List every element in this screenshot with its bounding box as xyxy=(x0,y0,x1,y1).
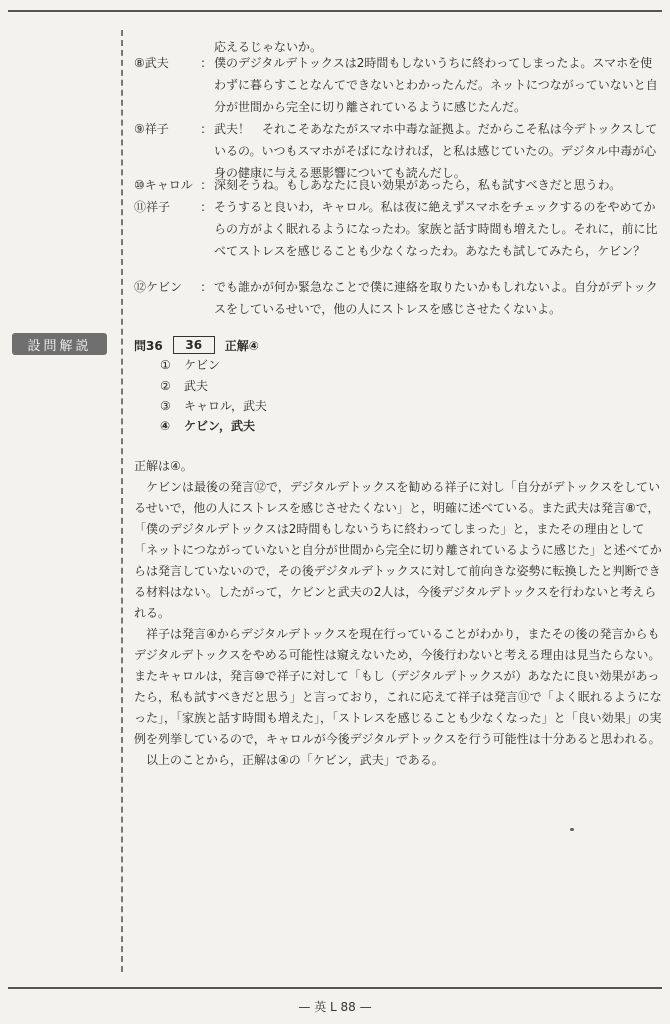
answer-label: 正解④ xyxy=(224,338,259,353)
dialogue-line: ⑪祥子 : そうすると良いわ，キャロル。私は夜に絶えずスマホをチェックするのをやめてからの方がよく眠れるようになったわ。家族と話す時間も増えたし。それに，前に比べてストレスを感じることも少なくなったわ。あなたも試してみたら，ケビン？ xyxy=(134,196,662,262)
option-item: ③ キャロル，武夫 xyxy=(160,399,268,413)
explanation xyxy=(134,456,662,771)
bottom-rule xyxy=(8,987,662,989)
answer-box: 36 xyxy=(173,336,215,354)
speaker-label: ⑪祥子 xyxy=(134,200,171,214)
top-rule xyxy=(8,10,662,12)
page-number: — 英 L 88 — xyxy=(298,1000,372,1014)
speaker-label: ⑫ケビン xyxy=(134,280,183,294)
question-header xyxy=(134,336,259,354)
dialogue-text: でも誰かが何か緊急なことで僕に連絡を取りたいかもしれないよ。自分がデトックスをしているせいで，他の人にストレスを感じさせたくないよ。 xyxy=(214,280,658,316)
section-label: 設問解説 xyxy=(12,333,107,355)
explanation-paragraph: 祥子は発言④からデジタルデトックスを現在行っていることがわかり，またその後の発言からもデジタルデトックスをやめる可能性は窺えないため，今後行わないと考える理由は見当たらない。またキャロルは，発言⑩で祥子に対して「もし（デジタルデトックスが）あなたに良い効果があったら，私も試すべきだと思う」と言っており，これに応えて祥子は発言⑪で「よく眠れるようになった」，「家族と話す時間も増えた」，「ストレスを感じることも少なくなった」と「良い効果」の実例を列挙しているので，キャロルが今後デジタルデトックスを行う可能性は十分あると思われる。 xyxy=(134,627,662,746)
speaker-label: ⑩キャロル xyxy=(134,178,193,192)
explanation-paragraph: 以上のことから，正解は④の「ケビン，武夫」である。 xyxy=(146,753,444,767)
dialogue-line: ⑨祥子 : 武夫！ それこそあなたがスマホ中毒な証拠よ。だからこそ私は今デトックスしているの。いつもスマホがそばになければ，と私は感じていたの。デジタル中毒が心身の健康に与える悪影響についても読んだし。 xyxy=(134,118,662,184)
dialogue-line: ⑩キャロル : 深刻そうね。もしあなたに良い効果があったら，私も試すべきだと思うわ。 xyxy=(134,174,662,196)
scan-speck xyxy=(570,828,574,831)
dialogue-line: ⑧武夫 : 僕のデジタルデトックスは2時間もしないうちに終わってしまったよ。スマホを使わずに暮らすことなんてできないとわかったんだ。ネットにつながっていないと自分が世間から完全に切り離されているように感じたんだ。 xyxy=(134,52,662,118)
explanation-paragraph: ケビンは最後の発言⑫で，デジタルデトックスを勧める祥子に対し「自分がデトックスをしているせいで，他の人にストレスを感じさせたくない」と，明確に述べている。また武夫は発言⑧で，「僕のデジタルデトックスは2時間もしないうちに終わってしまった」と，またその理由として「ネットにつながっていないと自分が世間から完全に切り離されているように感じた」と述べてからは発言していないので，その後デジタルデトックスに対して前向きな姿勢に転換したと判断できる材料はない。したがって，ケビンと武夫の2人は，今後デジタルデトックスを行わないと考えられる。 xyxy=(134,480,662,620)
dialogue-text: そうすると良いわ，キャロル。私は夜に絶えずスマホをチェックするのをやめてからの方がよく眠れるようになったわ。家族と話す時間も増えたし。それに，前に比べてストレスを感じることも少なくなったわ。あなたも試してみたら，ケビン？ xyxy=(214,200,658,258)
dialogue-text: 僕のデジタルデトックスは2時間もしないうちに終わってしまったよ。スマホを使わずに暮らすことなんてできないとわかったんだ。ネットにつながっていないと自分が世間から完全に切り離されているように感じたんだ。 xyxy=(214,56,658,114)
question-number: 問36 xyxy=(134,338,163,353)
dialogue-text: 応えるじゃないか。 xyxy=(214,40,323,54)
option-item-correct: ④ ケビン，武夫 xyxy=(160,419,256,433)
explanation-paragraph: 正解は④。 xyxy=(134,459,193,473)
margin-line xyxy=(121,30,123,972)
option-item: ① ケビン xyxy=(160,358,221,372)
dialogue-text: 武夫！ それこそあなたがスマホ中毒な証拠よ。だからこそ私は今デトックスしているの。いつもスマホがそばになければ，と私は感じていたの。デジタル中毒が心身の健康に与える悪影響についても読んだし。 xyxy=(214,122,658,180)
dialogue-text: 深刻そうね。もしあなたに良い効果があったら，私も試すべきだと思うわ。 xyxy=(214,178,622,192)
speaker-label: ⑧武夫 xyxy=(134,56,169,70)
option-item: ② 武夫 xyxy=(160,379,209,393)
speaker-label: ⑨祥子 xyxy=(134,122,169,136)
dialogue-line: ⑫ケビン : でも誰かが何か緊急なことで僕に連絡を取りたいかもしれないよ。自分がデトックスをしているせいで，他の人にストレスを感じさせたくないよ。 xyxy=(134,276,662,320)
